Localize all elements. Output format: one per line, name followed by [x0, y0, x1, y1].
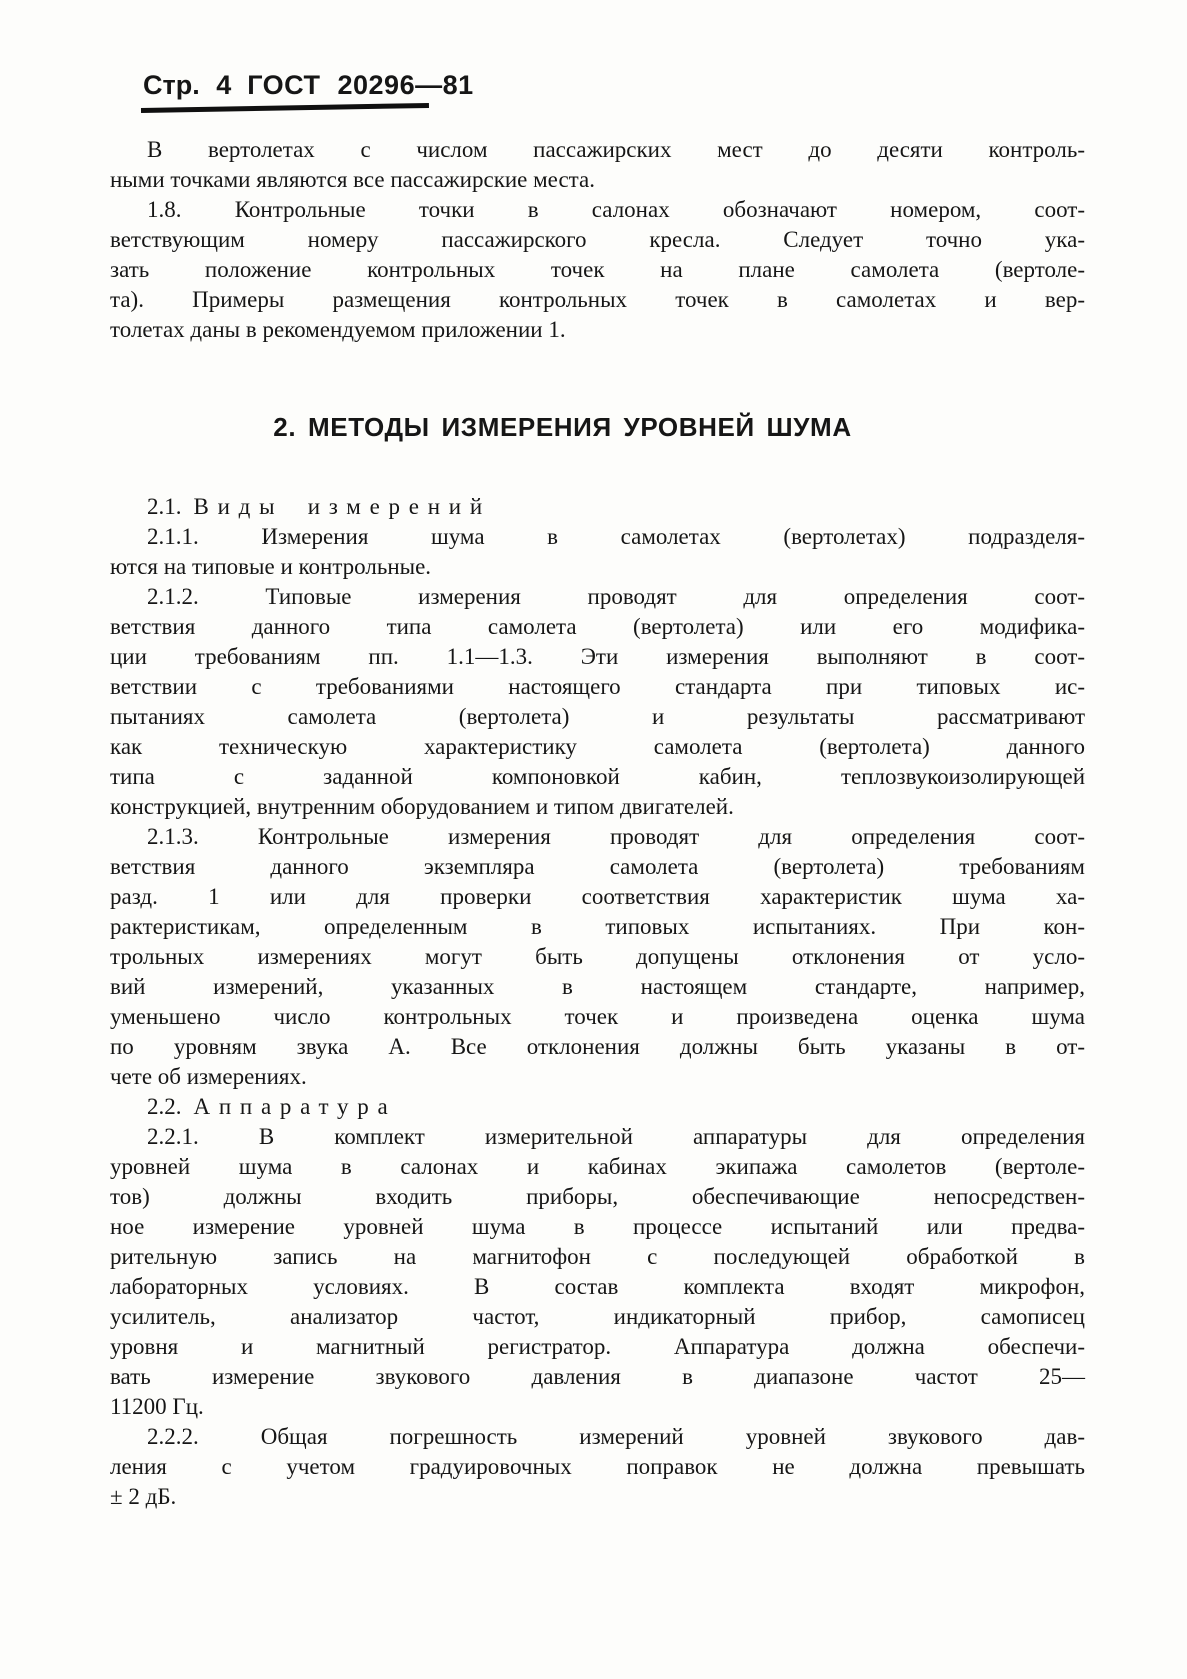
- subsection-title: Виды измерений: [193, 494, 491, 519]
- text-line: зать положение контрольных точек на плане самолета (вертоле-: [110, 257, 1085, 282]
- text-line: ветствия данного экземпляра самолета (вертолета) требованиям: [110, 854, 1085, 879]
- text-line: ются на типовые и контрольные.: [110, 554, 432, 579]
- standard-number-label: ГОСТ 20296—81: [247, 70, 474, 100]
- subsection-heading-2-2: [110, 1092, 1085, 1122]
- page-number-label: Стр. 4: [143, 70, 232, 100]
- text-line: уровней шума в салонах и кабинах экипажа самолетов (вертоле-: [110, 1154, 1085, 1179]
- text-line: ными точками являются все пассажирские места.: [110, 167, 595, 192]
- text-line: 2.1.3. Контрольные измерения проводят для определения соот-: [147, 824, 1085, 849]
- text-line: ± 2 дБ.: [110, 1484, 177, 1509]
- subsection-heading-2-1: [110, 492, 1085, 522]
- text-line: типа с заданной компоновкой кабин, теплозвукоизолирующей: [110, 764, 1085, 789]
- text-line: ветствии с требованиями настоящего стандарта при типовых ис-: [110, 674, 1085, 699]
- text-line: ции требованиям пп. 1.1—1.3. Эти измерения выполняют в соот-: [110, 644, 1085, 669]
- text-line: В вертолетах с числом пассажирских мест до десяти контроль-: [147, 137, 1085, 162]
- text-line: трольных измерениях могут быть допущены отклонения от усло-: [110, 944, 1085, 969]
- paragraph-2-1-2: [110, 582, 1085, 822]
- text-line: вий измерений, указанных в настоящем стандарте, например,: [110, 974, 1085, 999]
- subsection-number: 2.2.: [147, 1094, 182, 1119]
- page-content: [110, 0, 1085, 1512]
- subsection-number: 2.1.: [147, 494, 182, 519]
- text-line: 1.8. Контрольные точки в салонах обозначают номером, соот-: [147, 197, 1085, 222]
- text-line: пытаниях самолета (вертолета) и результаты рассматривают: [110, 704, 1085, 729]
- section-heading: 2. МЕТОДЫ ИЗМЕРЕНИЯ УРОВНЕЙ ШУМА: [273, 412, 852, 442]
- text-line: 2.1.2. Типовые измерения проводят для определения соот-: [147, 584, 1085, 609]
- text-line: ное измерение уровней шума в процессе испытаний или предва-: [110, 1214, 1085, 1239]
- paragraph-2-2-1: [110, 1122, 1085, 1422]
- header-underline: [141, 103, 429, 113]
- text-line: рактеристикам, определенным в типовых испытаниях. При кон-: [110, 914, 1085, 939]
- text-line: конструкцией, внутренним оборудованием и типом двигателей.: [110, 794, 734, 819]
- text-line: уменьшено число контрольных точек и произведена оценка шума: [110, 1004, 1085, 1029]
- text-line: чете об измерениях.: [110, 1064, 307, 1089]
- text-line: тов) должны входить приборы, обеспечивающие непосредствен-: [110, 1184, 1085, 1209]
- text-line: 2.1.1. Измерения шума в самолетах (вертолетах) подразделя-: [147, 524, 1085, 549]
- body-text: [110, 135, 1085, 1512]
- text-line: лабораторных условиях. В состав комплекта входят микрофон,: [110, 1274, 1085, 1299]
- paragraph-1-8: [110, 195, 1085, 345]
- text-line: рительную запись на магнитофон с последующей обработкой в: [110, 1244, 1085, 1269]
- text-line: та). Примеры размещения контрольных точек в самолетах и вер-: [110, 287, 1085, 312]
- paragraph-2-1-1: [110, 522, 1085, 582]
- text-line: ветствующим номеру пассажирского кресла. Следует точно ука-: [110, 227, 1085, 252]
- text-line: вать измерение звукового давления в диапазоне частот 25—: [110, 1364, 1085, 1389]
- text-line: усилитель, анализатор частот, индикаторный прибор, самописец: [110, 1304, 1085, 1329]
- paragraph-2-2-2: [110, 1422, 1085, 1512]
- text-line: 2.2.1. В комплект измерительной аппаратуры для определения: [147, 1124, 1085, 1149]
- text-line: по уровням звука А. Все отклонения должны быть указаны в от-: [110, 1034, 1085, 1059]
- subsection-title: Аппаратура: [193, 1094, 397, 1119]
- paragraph-intro: [110, 135, 1085, 195]
- text-line: ветствия данного типа самолета (вертолета) или его модифика-: [110, 614, 1085, 639]
- text-line: 2.2.2. Общая погрешность измерений уровней звукового дав-: [147, 1424, 1085, 1449]
- text-line: ления с учетом градуировочных поправок не должна превышать: [110, 1454, 1085, 1479]
- text-line: разд. 1 или для проверки соответствия характеристик шума ха-: [110, 884, 1085, 909]
- text-line: толетах даны в рекомендуемом приложении 1.: [110, 317, 566, 342]
- text-line: как техническую характеристику самолета (вертолета) данного: [110, 734, 1085, 759]
- page-header: [143, 70, 1085, 101]
- text-line: 11200 Гц.: [110, 1394, 204, 1419]
- text-line: уровня и магнитный регистратор. Аппаратура должна обеспечи-: [110, 1334, 1085, 1359]
- paragraph-2-1-3: [110, 822, 1085, 1092]
